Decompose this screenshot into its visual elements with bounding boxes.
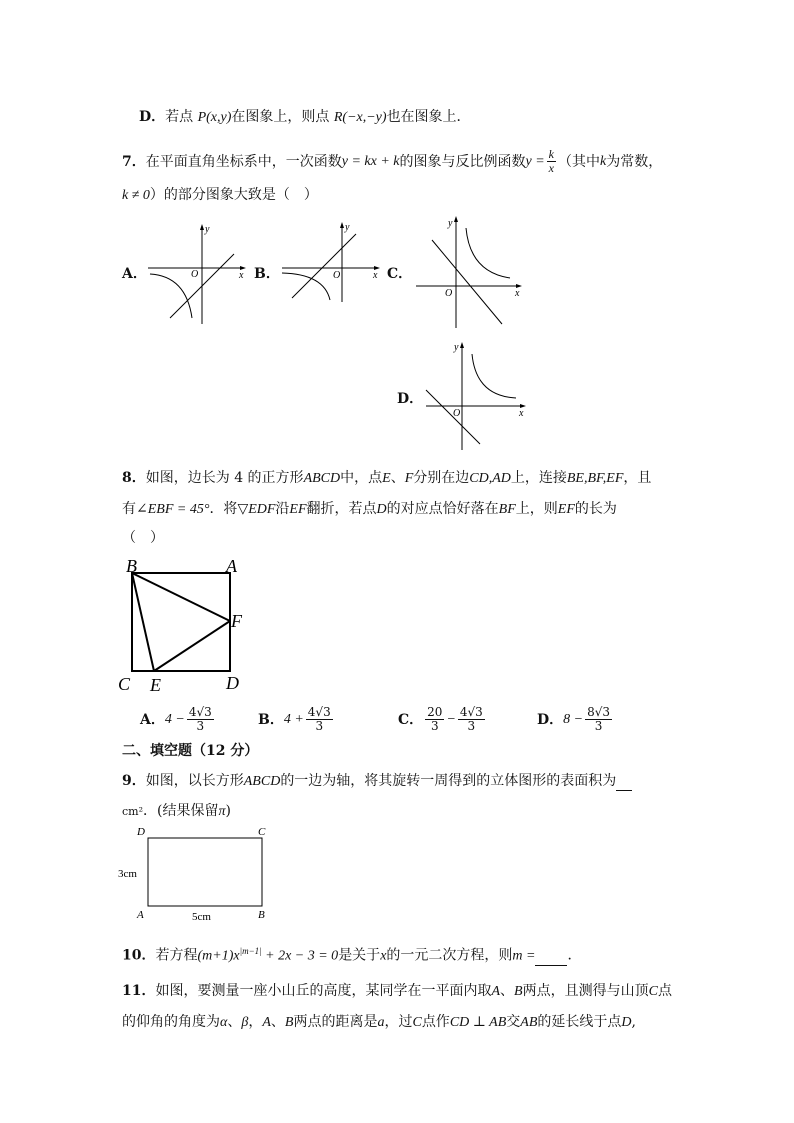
alpha: α <box>220 1015 228 1030</box>
q8-line2 <box>122 500 617 519</box>
var-x: x <box>380 948 387 964</box>
fraction-k-over-x <box>547 148 556 175</box>
text: 的仰角的角度为 <box>122 1014 220 1030</box>
origin-label: O <box>333 270 341 281</box>
vertex-a: A <box>137 909 144 921</box>
vertex-a: A <box>226 556 237 576</box>
section-title: 二、填空题（12 分） <box>122 743 259 759</box>
var-segs: BE,BF,EF <box>566 471 624 486</box>
equation-left: (m+1)x <box>197 948 240 964</box>
var-d: D <box>376 502 387 517</box>
option-label: D． <box>139 109 166 125</box>
q8-option-b <box>258 706 335 733</box>
fraction <box>306 706 333 733</box>
text: 分别在边 <box>413 470 470 486</box>
var-b: B <box>514 984 523 999</box>
q9-line2 <box>122 802 231 821</box>
text: 如图，以长方形 <box>145 773 244 789</box>
text: 是关于 <box>338 947 381 964</box>
x-axis-label: x <box>239 270 244 281</box>
denominator: 3 <box>196 719 205 733</box>
y-axis-label: y <box>205 224 210 235</box>
var-c: C <box>412 1015 422 1030</box>
m-equals: m = <box>512 948 536 964</box>
var-ef: EF <box>557 502 575 517</box>
text: 两点的距离是 <box>293 1014 378 1030</box>
perpendicular: CD ⊥ AB <box>449 1015 507 1030</box>
q8-square-figure <box>116 555 256 695</box>
q11-line2 <box>122 1013 636 1032</box>
option-label: B． <box>258 711 284 728</box>
option-prefix: 4 + <box>283 711 304 727</box>
option-prefix: 4 − <box>164 711 185 727</box>
equation-inverse-left: y = <box>525 153 545 169</box>
var-cd-ad: CD,AD <box>469 471 511 486</box>
text: 上，连接 <box>510 470 567 486</box>
vertex-c: C <box>258 826 266 838</box>
x-axis-label: x <box>373 270 378 281</box>
numerator: 4√3 <box>459 705 483 719</box>
numerator: k <box>548 147 554 161</box>
var-k: k <box>600 153 607 169</box>
text: , <box>631 1014 636 1030</box>
text: 的对应点恰好落在 <box>386 501 499 517</box>
text: 若方程 <box>155 947 198 964</box>
distance: a <box>377 1015 385 1030</box>
q8-answer-paren: （ ） <box>122 530 164 546</box>
angle: ∠EBF = 45° <box>136 502 210 517</box>
text: 若点 <box>165 109 194 125</box>
numerator: 8√3 <box>587 705 611 719</box>
text: 如图，要测量一座小山丘的高度，某同学在一平面内取 <box>155 983 492 999</box>
origin-label: O <box>445 288 453 299</box>
q9-line1 <box>122 772 632 791</box>
text: 、 <box>390 470 405 486</box>
text: ． <box>567 947 582 964</box>
denominator: 3 <box>594 719 603 733</box>
denominator: 3 <box>467 719 476 733</box>
var-b: B <box>284 1015 294 1030</box>
text: 也在图象上． <box>386 109 471 125</box>
side-length: 3cm <box>118 868 137 880</box>
text: ，且 <box>623 470 652 486</box>
denominator: 3 <box>315 719 324 733</box>
text: 中，点 <box>340 470 383 486</box>
var-abcd: ABCD <box>243 774 281 789</box>
x-axis-label: x <box>515 288 520 299</box>
text: 、 <box>227 1014 242 1030</box>
denominator: x <box>548 161 554 175</box>
q8-option-c <box>398 706 487 733</box>
var-bf: BF <box>498 502 516 517</box>
var-c: C <box>648 984 658 999</box>
var-e: E <box>382 471 391 486</box>
numerator: 4√3 <box>307 705 331 719</box>
minus: − <box>446 711 456 727</box>
text: 的延长线于点 <box>537 1014 622 1030</box>
numerator: 4√3 <box>188 705 212 719</box>
text: 点 <box>657 983 672 999</box>
fraction <box>187 706 214 733</box>
answer-blank <box>535 947 567 966</box>
text: ．(结果保留 <box>143 803 219 819</box>
fraction <box>425 706 444 733</box>
option-label: C． <box>398 711 424 728</box>
q7-graph-a <box>146 222 252 326</box>
origin-label: O <box>191 269 199 280</box>
vertex-b: B <box>126 556 137 576</box>
q6-option-d <box>139 108 471 127</box>
pi: π <box>218 804 226 819</box>
var-a: A <box>262 1015 271 1030</box>
q7-graph-c <box>412 214 528 330</box>
text: 在图象上，则点 <box>231 109 330 125</box>
vertex-b: B <box>258 909 265 921</box>
question-number: 11． <box>122 983 156 999</box>
var-ab: AB <box>520 1015 538 1030</box>
text: 点作 <box>421 1014 450 1030</box>
y-axis-label: y <box>448 218 453 229</box>
text: 的一边为轴，将其旋转一周得到的立体图形的表面积为 <box>280 773 617 789</box>
q7-option-d-label: D． <box>397 391 424 407</box>
bottom-length: 5cm <box>192 911 211 923</box>
x-axis-label: x <box>519 408 524 419</box>
beta: β <box>241 1015 249 1030</box>
text: 两点，且测得与山顶 <box>522 983 649 999</box>
var-abcd: ABCD <box>303 471 341 486</box>
point-e: E <box>150 675 161 695</box>
text: 沿 <box>275 501 290 517</box>
var-a: A <box>491 984 501 999</box>
text: ) <box>225 803 231 819</box>
point-r: R(−x,−y) <box>333 110 387 125</box>
text: 的一元二次方程，则 <box>386 947 513 964</box>
q9-rectangle-figure <box>118 822 278 924</box>
vertex-d: D <box>226 673 239 693</box>
triangle: ▽EDF <box>237 502 276 517</box>
q8-option-a <box>140 706 216 733</box>
text: 翻折，若点 <box>306 501 377 517</box>
vertex-c: C <box>118 674 131 694</box>
q7-line2 <box>122 186 318 205</box>
var-d: D <box>621 1015 632 1030</box>
text: 的长为 <box>574 501 617 517</box>
option-label: A． <box>140 711 165 728</box>
exponent: |m−1| <box>239 946 262 956</box>
answer-blank <box>616 772 632 791</box>
text: ．将 <box>209 501 238 517</box>
var-ef: EF <box>289 502 307 517</box>
q8-option-d <box>537 706 614 733</box>
q7-graph-b <box>278 220 384 304</box>
text: 如图，边长为 4 的正方形 <box>145 470 304 486</box>
text: 交 <box>506 1014 521 1030</box>
q7-option-b-label: B． <box>254 266 280 282</box>
origin-label: O <box>453 408 461 419</box>
text: 的图象与反比例函数 <box>399 153 526 170</box>
fraction <box>585 706 612 733</box>
q10-line <box>122 942 581 966</box>
point-p: P(x,y) <box>197 110 232 125</box>
unit: cm² <box>122 805 144 818</box>
text: 在平面直角坐标系中，一次函数 <box>145 153 342 170</box>
q7-line1 <box>122 148 662 175</box>
fraction <box>458 706 485 733</box>
y-axis-label: y <box>345 222 350 233</box>
q7-option-a-label: A． <box>122 266 147 282</box>
option-label: D． <box>537 711 564 728</box>
text: ）的部分图象大致是（ ） <box>149 187 318 203</box>
text: （其中 <box>558 153 600 170</box>
y-axis-label: y <box>454 342 459 353</box>
text: 、 <box>500 983 515 999</box>
numerator: 20 <box>427 705 443 719</box>
text: 为常数， <box>606 153 663 170</box>
text: 、 <box>270 1014 285 1030</box>
q7-option-c-label: C． <box>387 266 413 282</box>
question-number: 9． <box>122 773 146 789</box>
q7-graph-d <box>422 340 532 452</box>
text: 有 <box>122 501 136 517</box>
equation-right: + 2x − 3 = 0 <box>261 948 339 964</box>
denominator: 3 <box>430 719 439 733</box>
question-number: 7． <box>122 153 146 170</box>
text: ，过 <box>384 1014 413 1030</box>
point-f: F <box>231 611 242 631</box>
condition: k ≠ 0 <box>122 188 150 203</box>
question-number: 10． <box>122 947 156 964</box>
text: ， <box>248 1014 263 1030</box>
var-f: F <box>404 471 414 486</box>
q8-line1 <box>122 469 651 488</box>
equation-linear: y = kx + k <box>341 153 400 169</box>
text: 上，则 <box>515 501 558 517</box>
vertex-d: D <box>137 826 145 838</box>
q11-line1 <box>122 982 672 1001</box>
option-prefix: 8 − <box>563 711 584 727</box>
question-number: 8． <box>122 470 146 486</box>
